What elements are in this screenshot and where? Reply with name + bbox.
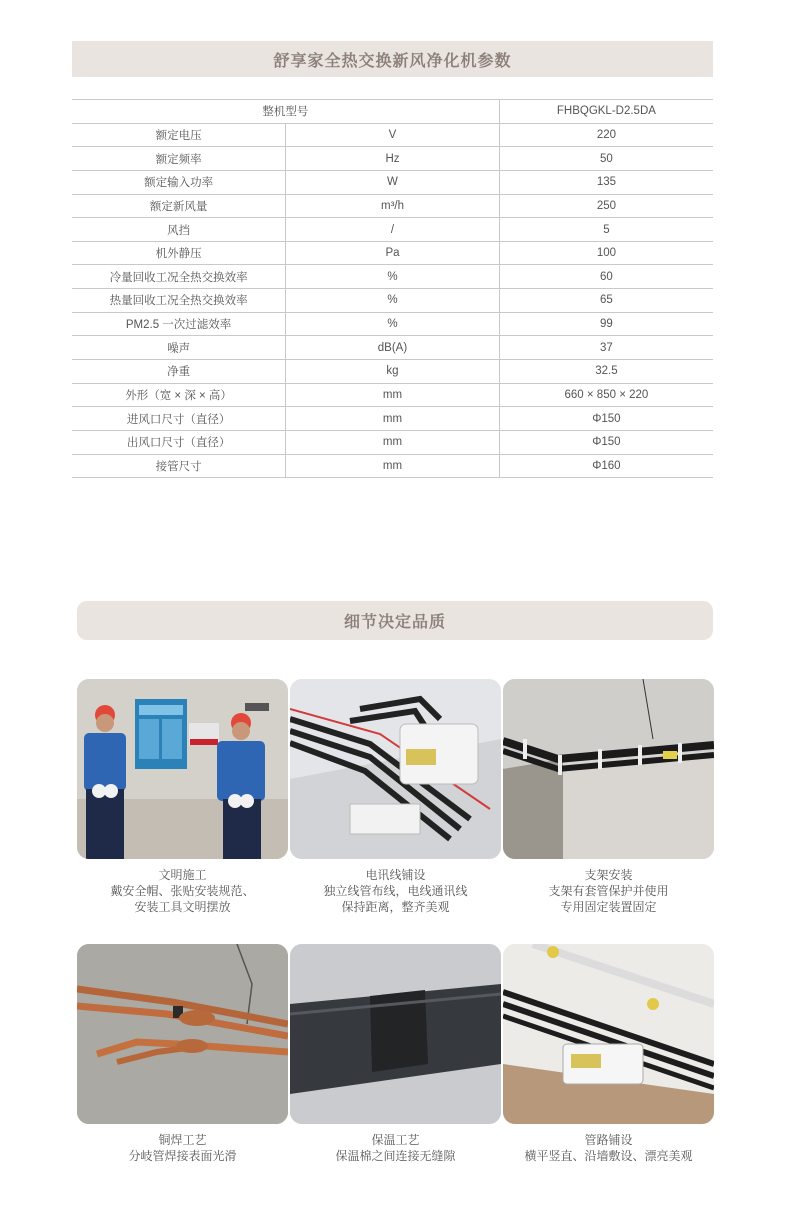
param-value: 660 × 850 × 220 — [499, 383, 713, 407]
param-unit: Pa — [286, 241, 500, 265]
param-value: 135 — [499, 170, 713, 194]
card-title: 支架安装 — [584, 868, 633, 882]
param-label: 热量回收工况全热交换效率 — [72, 289, 286, 313]
param-unit: mm — [286, 407, 500, 431]
section-title-text: 舒享家全热交换新风净化机参数 — [273, 50, 512, 70]
param-value: 65 — [499, 289, 713, 313]
table-row — [72, 218, 713, 242]
param-unit: mm — [286, 383, 500, 407]
photo-insulation — [290, 944, 501, 1124]
param-unit: m³/h — [286, 194, 500, 218]
param-label: 机外静压 — [72, 241, 286, 265]
card-caption — [503, 1132, 714, 1164]
card-insulation — [290, 944, 501, 1164]
card-title: 铜焊工艺 — [158, 1133, 207, 1147]
card-line: 分岐管焊接表面光滑 — [128, 1149, 237, 1163]
card-bracket-installation — [503, 679, 714, 915]
copper-illustration — [77, 944, 288, 1124]
param-unit: dB(A) — [286, 336, 500, 360]
card-title: 保温工艺 — [371, 1133, 420, 1147]
card-line: 专用固定装置固定 — [560, 900, 657, 914]
param-label: 风挡 — [72, 218, 286, 242]
param-label: PM2.5 一次过滤效率 — [72, 312, 286, 336]
card-caption — [77, 1132, 288, 1164]
param-value: Φ160 — [499, 454, 713, 478]
param-label: 外形（宽 × 深 × 高） — [72, 383, 286, 407]
card-title: 文明施工 — [158, 868, 207, 882]
card-title: 管路铺设 — [584, 1133, 633, 1147]
table-row — [72, 289, 713, 313]
param-value: 5 — [499, 218, 713, 242]
param-unit: Hz — [286, 147, 500, 171]
param-value: 32.5 — [499, 360, 713, 384]
param-label: 净重 — [72, 360, 286, 384]
param-label: 进风口尺寸（直径） — [72, 407, 286, 431]
table-row — [72, 265, 713, 289]
card-caption — [503, 867, 714, 915]
table-row — [72, 194, 713, 218]
param-unit: W — [286, 170, 500, 194]
param-unit: mm — [286, 454, 500, 478]
param-value: 250 — [499, 194, 713, 218]
param-label: 冷量回收工况全热交换效率 — [72, 265, 286, 289]
model-label: 整机型号 — [72, 100, 499, 124]
param-value: Φ150 — [499, 430, 713, 454]
card-line: 戴安全帽、张贴安装规范、 — [110, 884, 255, 898]
param-unit: kg — [286, 360, 500, 384]
param-value: 60 — [499, 265, 713, 289]
param-unit: / — [286, 218, 500, 242]
param-unit: % — [286, 312, 500, 336]
param-value: 99 — [499, 312, 713, 336]
card-line: 保温棉之间连接无缝隙 — [335, 1149, 456, 1163]
param-label: 额定频率 — [72, 147, 286, 171]
photo-brackets — [503, 679, 714, 859]
section-title-parameters — [72, 41, 713, 77]
table-header-row — [72, 100, 713, 124]
card-caption — [77, 867, 288, 915]
card-line: 安装工具文明摆放 — [134, 900, 231, 914]
card-line: 支架有套管保护并使用 — [548, 884, 669, 898]
table-row — [72, 360, 713, 384]
table-row — [72, 312, 713, 336]
card-caption — [290, 1132, 501, 1164]
photo-copper — [77, 944, 288, 1124]
card-civilized-construction — [77, 679, 288, 915]
card-line: 横平竖直、沿墙敷设、漂亮美观 — [524, 1149, 693, 1163]
param-value: 50 — [499, 147, 713, 171]
param-label: 接管尺寸 — [72, 454, 286, 478]
param-value: Φ150 — [499, 407, 713, 431]
insulation-illustration — [290, 944, 501, 1124]
photo-workers — [77, 679, 288, 859]
param-unit: % — [286, 265, 500, 289]
param-unit: % — [286, 289, 500, 313]
param-value: 100 — [499, 241, 713, 265]
table-row — [72, 123, 713, 147]
spec-table — [72, 99, 713, 478]
card-title: 电讯线铺设 — [365, 868, 426, 882]
section-title-quality — [77, 601, 713, 640]
param-unit: V — [286, 123, 500, 147]
table-row — [72, 170, 713, 194]
param-label: 额定电压 — [72, 123, 286, 147]
table-row — [72, 383, 713, 407]
param-label: 额定输入功率 — [72, 170, 286, 194]
table-row — [72, 430, 713, 454]
card-line: 独立线管布线，电线通讯线 — [323, 884, 468, 898]
photo-cables — [290, 679, 501, 859]
section-title-text: 细节决定品质 — [343, 612, 446, 631]
param-value: 37 — [499, 336, 713, 360]
table-row — [72, 454, 713, 478]
card-pipe-laying — [503, 944, 714, 1164]
card-cable-laying — [290, 679, 501, 915]
param-unit: mm — [286, 430, 500, 454]
brackets-illustration — [503, 679, 714, 859]
card-caption — [290, 867, 501, 915]
card-line: 保持距离，整齐美观 — [341, 900, 450, 914]
param-label: 噪声 — [72, 336, 286, 360]
model-value: FHBQGKL-D2.5DA — [499, 100, 713, 124]
photo-pipes — [503, 944, 714, 1124]
param-label: 额定新风量 — [72, 194, 286, 218]
cables-illustration — [290, 679, 501, 859]
pipes-illustration — [503, 944, 714, 1124]
table-row — [72, 407, 713, 431]
table-row — [72, 147, 713, 171]
param-label: 出风口尺寸（直径） — [72, 430, 286, 454]
table-row — [72, 241, 713, 265]
table-row — [72, 336, 713, 360]
workers-illustration — [77, 679, 288, 859]
card-copper-brazing — [77, 944, 288, 1164]
param-value: 220 — [499, 123, 713, 147]
